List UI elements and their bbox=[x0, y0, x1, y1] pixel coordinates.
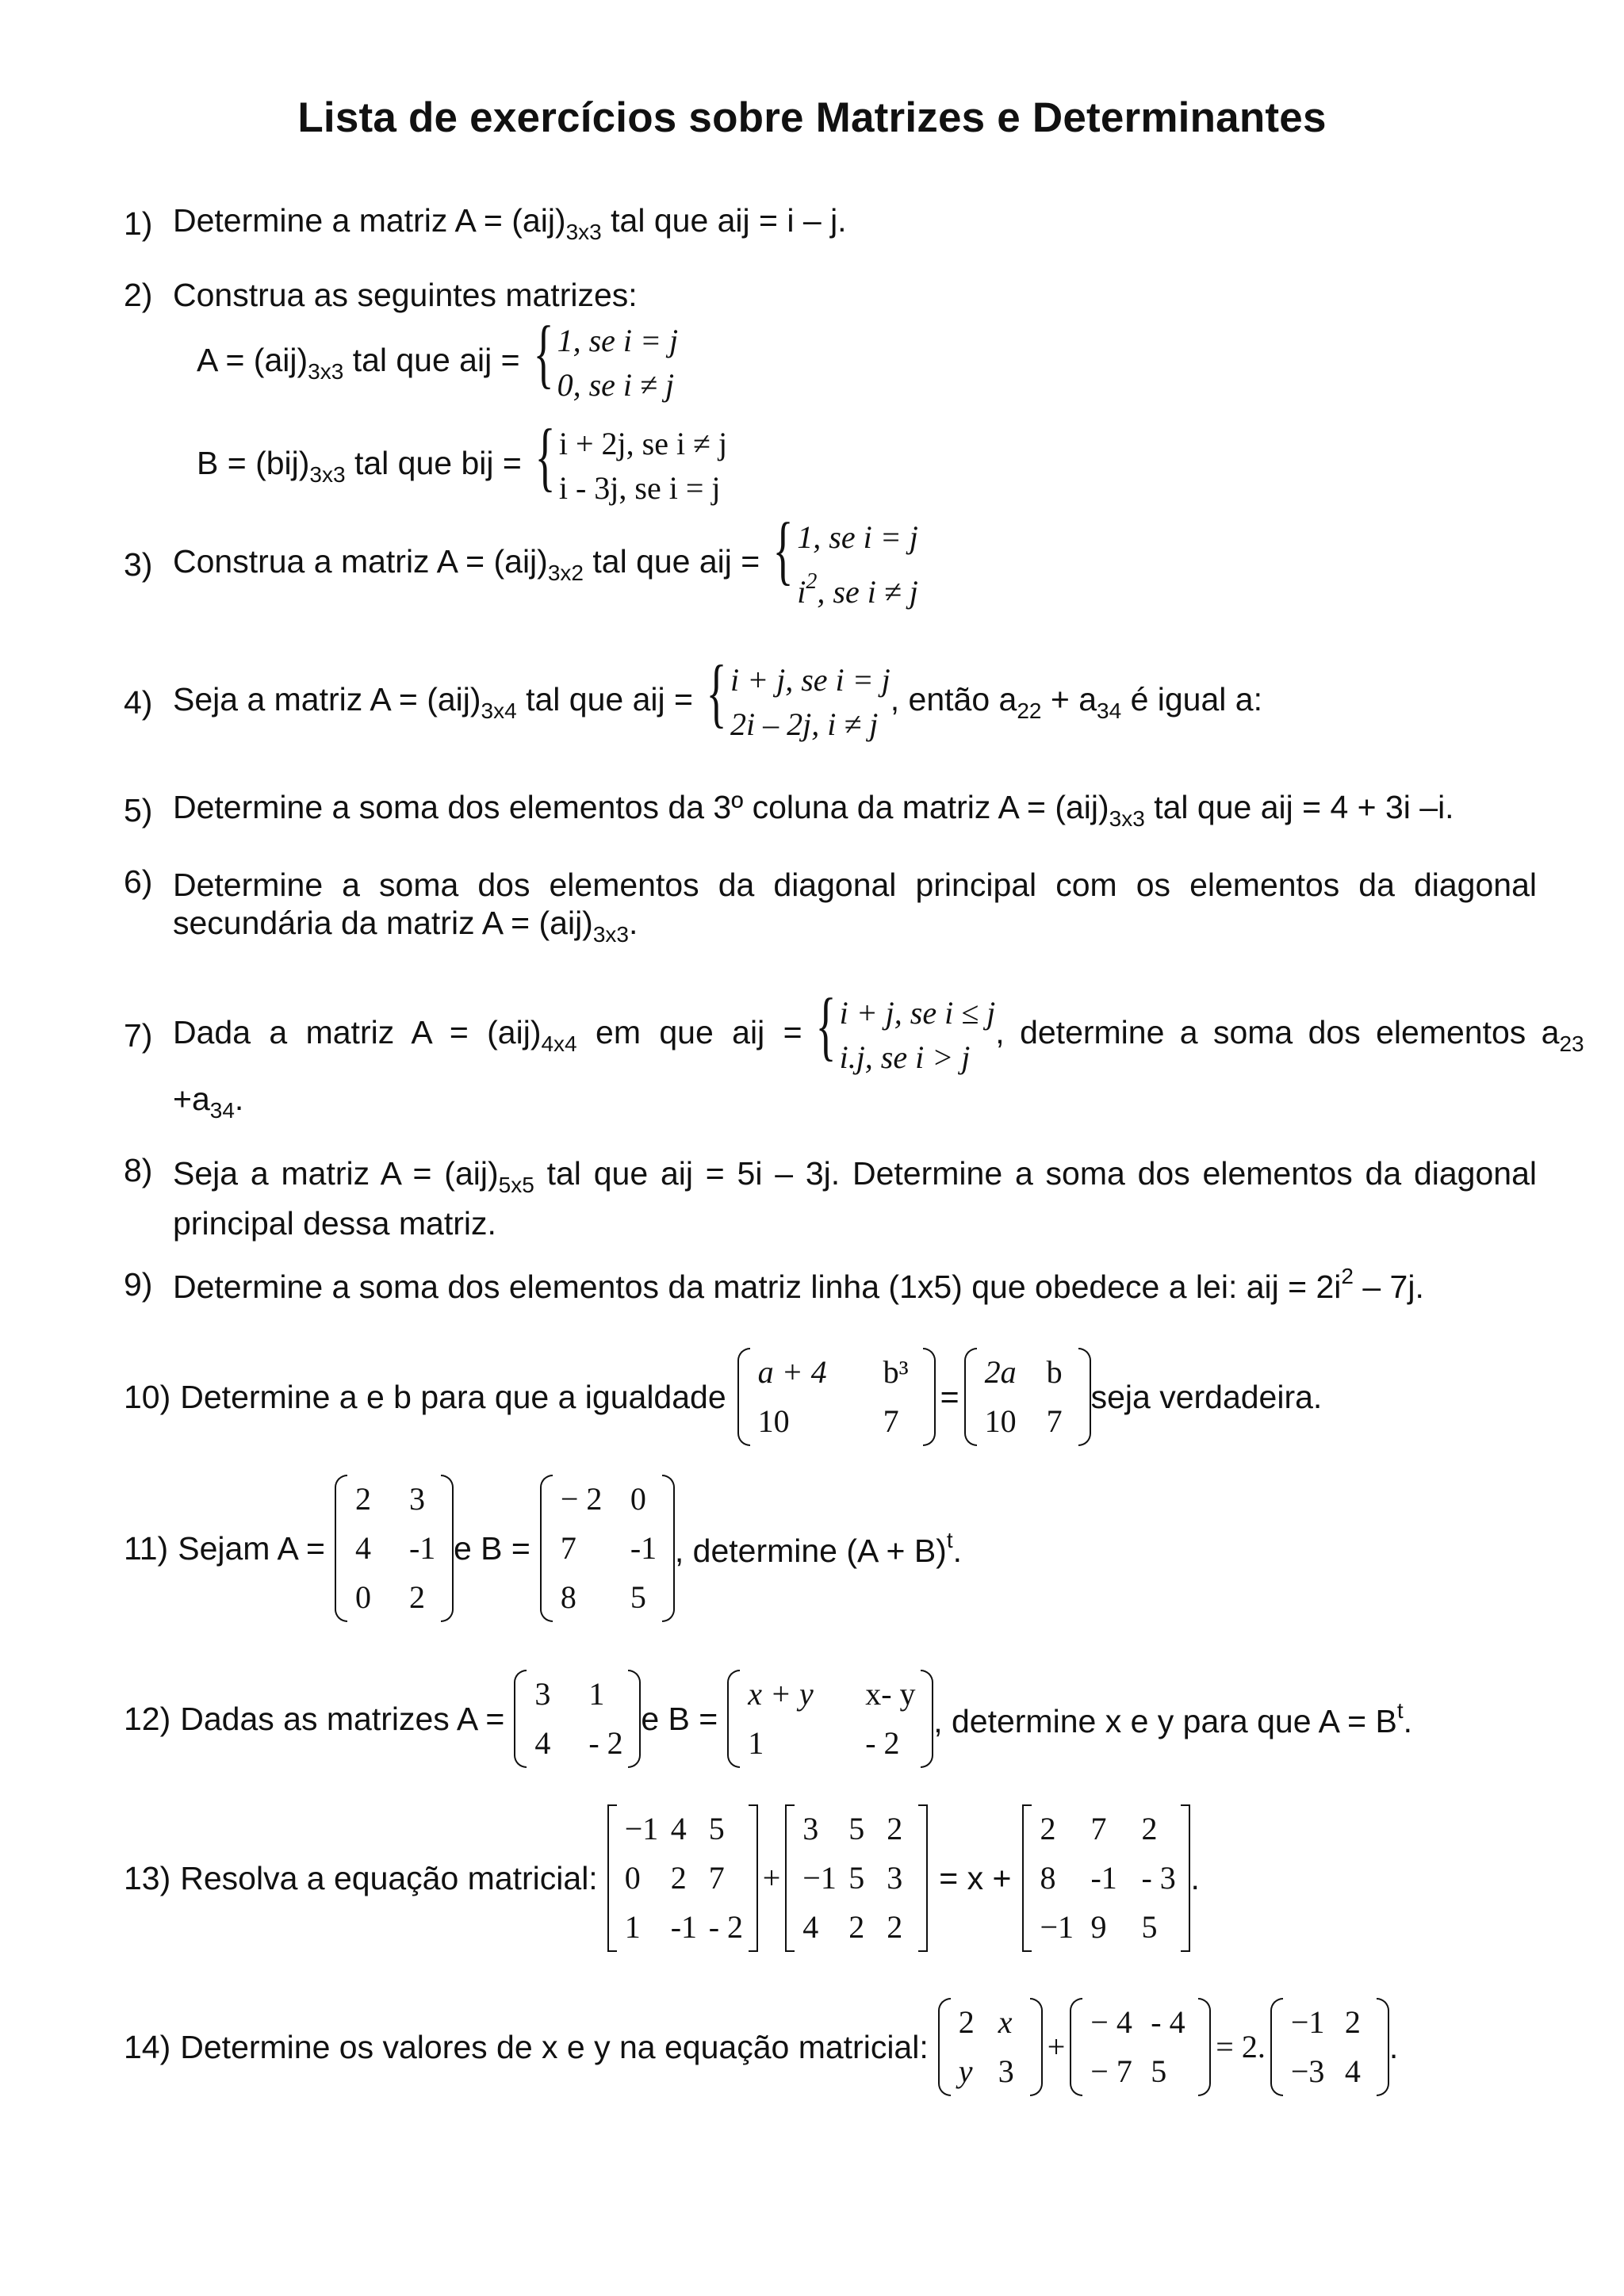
piecewise-brace: { 1, se i = j 0, se i ≠ j bbox=[533, 311, 679, 403]
question-9: 9) Determine a soma dos elementos da matriz linha (1x5) que obedece a lei: aij = $2i^2 - 7j$. bbox=[124, 1264, 1424, 1305]
question-14: 14) Determine os valores de x e y na equação matricial: 2 x y 3 + − 4 - 4 − 7 5 = 2. −1 2 −3 4 . bbox=[124, 1998, 1537, 2096]
question-4: 4) Seja a matriz $A = (aij)_{3x4}$ tal que aij = { i + j, se i = j 2i – 2j, i ≠ j , então $a_{22} + a_{34}$ é igual a: bbox=[124, 658, 1537, 747]
question-10: 10) Determine a e b para que a igualdade a + 4 b³ 10 7 = 2a b 10 7 seja verdadeira. bbox=[124, 1348, 1537, 1446]
matrix-3: −1 2 −3 4 bbox=[1270, 1998, 1389, 2096]
matrix-2: − 4 - 4 − 7 5 bbox=[1070, 1998, 1211, 2096]
question-8-text: Seja a matriz $A = (aij)_{5x5}$ tal que aij = 5i – 3j. Determine a soma dos elementos da diagonal principal dessa matriz. bbox=[173, 1155, 1537, 1242]
question-1 bbox=[124, 202, 1537, 244]
matrix-3: 2 7 2 8 -1 - 3 −1 9 5 bbox=[1022, 1804, 1190, 1952]
matrix-1: a + 4 b³ 10 7 bbox=[737, 1348, 936, 1446]
question-text: Construa as seguintes matrizes: bbox=[173, 277, 638, 313]
question-13: 13) Resolva a equação matricial: −1 4 5 0 2 7 1 -1 - 2 + 3 5 2 −1 5 3 4 2 2 = x + 2 7 2 8 -1 - 3 −1 9 5 . bbox=[124, 1804, 1537, 1952]
piecewise-brace: { i + j, se i = j 2i – 2j, i ≠ j bbox=[706, 650, 891, 742]
matrix-b: − 2 0 7 -1 8 5 bbox=[540, 1475, 675, 1622]
matrix-a-definition: $A = (aij)_{3x3}$ tal que aij = { 1, se i = j 0, se i ≠ j bbox=[197, 319, 1537, 408]
question-text: Determine a matriz $A = (aij)_{3x3}$ tal que aij = i – j. bbox=[173, 202, 847, 244]
question-3: 3) Construa a matriz $A = (aij)_{3x2}$ tal que aij = { 1, se i = j $i^2$, se i ≠ j bbox=[124, 515, 1537, 614]
matrix-1: 2 x y 3 bbox=[938, 1998, 1043, 2096]
matrix-2: 3 5 2 −1 5 3 4 2 2 bbox=[785, 1804, 928, 1952]
matrix-2: 2a b 10 7 bbox=[964, 1348, 1091, 1446]
matrix-1: −1 4 5 0 2 7 1 -1 - 2 bbox=[607, 1804, 758, 1952]
piecewise-brace: { i + j, se i ≤ j i.j, se i > j bbox=[815, 983, 996, 1075]
question-5: 5) Determine a soma dos elementos da 3º coluna da matriz $A = (aij)_{3x3}$ tal que aij = 4 + 3i –i. bbox=[124, 789, 1454, 831]
question-2 bbox=[124, 279, 1537, 312]
question-6-text: Determine a soma dos elementos da diagonal principal com os elementos da diagonal secundária da matriz $A = (aij)_{3x3}$. bbox=[173, 867, 1537, 947]
question-8: 8) bbox=[124, 1152, 153, 1188]
question-11: 11) Sejam A = 2 3 4 -1 0 2 e B = − 2 0 7 -1 8 5 , determine $(A + B)^t$. bbox=[124, 1475, 1537, 1622]
page-title: Lista de exercícios sobre Matrizes e Determinantes bbox=[297, 94, 1327, 141]
question-7-continued: $+a_{34}$. bbox=[173, 1081, 244, 1123]
question-12: 12) Dadas as matrizes A = 3 1 4 - 2 e B = x + y x- y 1 - 2 , determine x e y para que $A = B^t$. bbox=[124, 1670, 1537, 1768]
question-7: 7) Dada a matriz $A = (aij)_{4x4}$ em que aij = { i + j, se i ≤ j i.j, se i > j , determine a soma dos elementos $a_{23}$ bbox=[124, 991, 1537, 1080]
matrix-b: x + y x- y 1 - 2 bbox=[727, 1670, 933, 1768]
matrix-a: 2 3 4 -1 0 2 bbox=[335, 1475, 454, 1622]
piecewise-brace: { 1, se i = j $i^2$, se i ≠ j bbox=[772, 507, 918, 610]
matrix-a: 3 1 4 - 2 bbox=[514, 1670, 641, 1768]
question-number: 2) bbox=[124, 277, 153, 313]
question-number: 1) bbox=[124, 205, 153, 242]
matrix-b-definition: $B = (bij)_{3x3}$ tal que bij = { i + 2j, se i ≠ j i - 3j, se i = j bbox=[197, 422, 1537, 511]
piecewise-brace: { i + 2j, se i ≠ j i - 3j, se i = j bbox=[534, 414, 728, 506]
question-6: 6) bbox=[124, 863, 153, 900]
